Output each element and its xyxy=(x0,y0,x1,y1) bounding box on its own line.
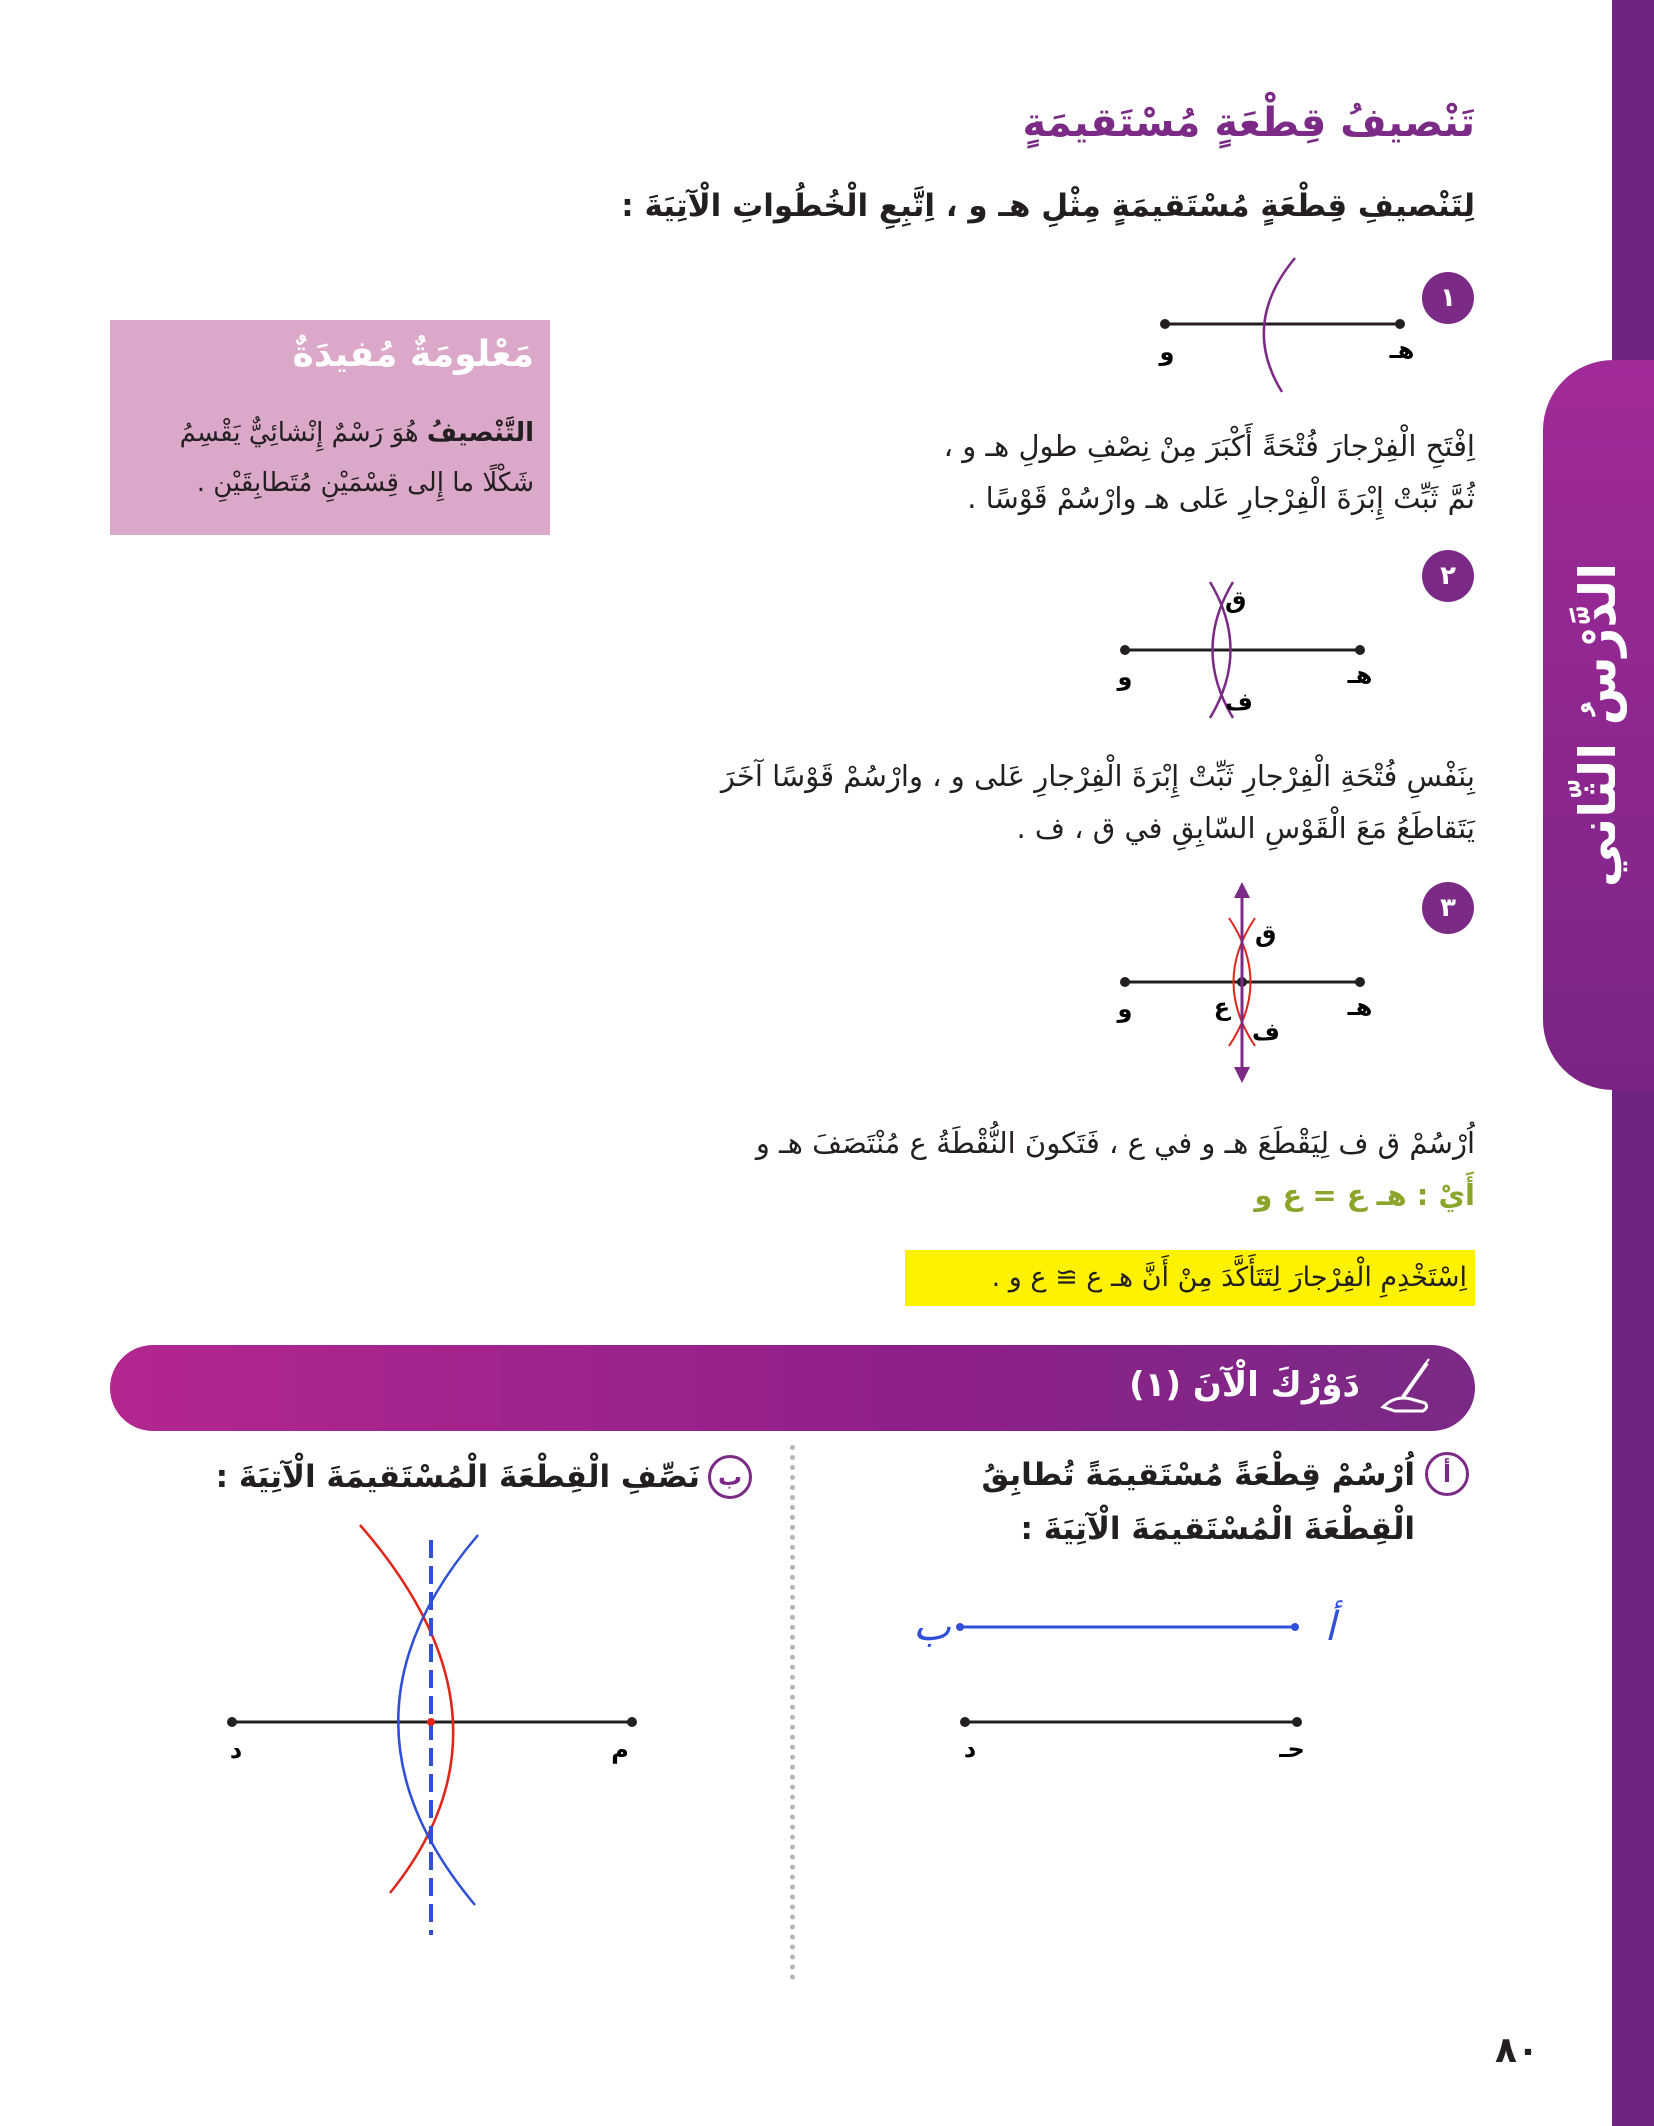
step-3-point-right xyxy=(1355,977,1365,987)
step-1-point-left xyxy=(1160,319,1170,329)
step-1-label-left: و xyxy=(1159,338,1175,366)
exercise-b-point-right xyxy=(627,1717,637,1727)
exercise-b-label-right: م xyxy=(611,1736,629,1764)
exercise-a-drawn-point-right xyxy=(1291,1623,1299,1631)
step-3-diagram xyxy=(1100,880,1390,1085)
exercise-a-label-left: د xyxy=(963,1735,977,1763)
step-3-arrow-up xyxy=(1234,882,1250,898)
step-2-label-bottom: ف xyxy=(1225,688,1253,716)
info-box-term: التَّنْصيفُ xyxy=(426,418,534,448)
your-turn-banner xyxy=(110,1345,1475,1431)
exercise-a-drawn-point-left xyxy=(956,1623,964,1631)
step-3-text xyxy=(620,1117,1475,1221)
step-1-diagram xyxy=(1140,250,1415,400)
exercise-a-handwritten-right: أ xyxy=(1324,1604,1336,1650)
banner-title: دَوْرُكَ الْآنَ (١) xyxy=(1129,1365,1360,1405)
step-3-line-2: أَيْ : هـ ع = ع و xyxy=(1254,1178,1475,1212)
info-box-text xyxy=(129,408,534,508)
step-3-label-top: ق xyxy=(1255,920,1277,948)
step-3-point-left xyxy=(1120,977,1130,987)
step-3-badge: ٣ xyxy=(1422,882,1474,934)
exercise-b-diagram xyxy=(200,1515,660,1945)
info-box-title: مَعْلومَةٌ مُفيدَةٌ xyxy=(292,334,534,375)
exercise-a-diagram xyxy=(900,1595,1360,1770)
exercise-a-badge: أ xyxy=(1425,1452,1469,1496)
exercise-a-point-right xyxy=(1292,1717,1302,1727)
step-2-point-left xyxy=(1120,645,1130,655)
step-3-label-bottom: ف xyxy=(1252,1018,1280,1046)
exercise-b-midpoint xyxy=(427,1718,435,1726)
step-1-text xyxy=(720,420,1475,524)
page-title: تَنْصيفُ قِطْعَةٍ مُسْتَقيمَةٍ xyxy=(1022,100,1475,146)
lesson-tab-label: الدَّرْسُ الثّاني xyxy=(1569,562,1628,888)
step-2-label-left: و xyxy=(1117,663,1133,691)
exercise-a-point-left xyxy=(960,1717,970,1727)
column-divider xyxy=(790,1445,795,1980)
exercise-b-text: نَصِّفِ الْقِطْعَةَ الْمُسْتَقيمَةَ الْآتِيَةَ : xyxy=(215,1459,700,1495)
highlight-note: اِسْتَخْدِمِ الْفِرْجارَ لِتَتَأَكَّدَ مِنْ أَنَّ هـ ع ≅ ع و . xyxy=(905,1250,1475,1306)
step-1-line-1: اِفْتَحِ الْفِرْجارَ فُتْحَةً أَكْبَرَ مِنْ نِصْفِ طولِ هـ و ، xyxy=(943,429,1475,463)
step-2-badge: ٢ xyxy=(1422,550,1474,602)
step-2-line-2: يَتَقاطَعُ مَعَ الْقَوْسِ السّابِقِ في ق ، ف . xyxy=(1016,811,1475,845)
step-1-line-2: ثُمَّ ثَبِّتْ إِبْرَةَ الْفِرْجارِ عَلى هـ وارْسُمْ قَوْسًا . xyxy=(967,481,1475,515)
exercise-b-point-left xyxy=(227,1717,237,1727)
exercise-a-handwritten-left: ب xyxy=(913,1604,951,1650)
exercise-b-label-left: د xyxy=(229,1736,243,1764)
writing-hand-icon xyxy=(1373,1357,1433,1417)
step-2-text xyxy=(600,750,1475,854)
lesson-tab-label-wrap xyxy=(1545,360,1651,1090)
step-3-line-1: اُرْسُمْ ق ف لِيَقْطَعَ هـ و في ع ، فَتَكونَ النُّقْطَةُ ع مُنْتَصَفَ هـ و xyxy=(755,1126,1475,1160)
step-1-point-right xyxy=(1395,319,1405,329)
intro-text: لِتَنْصيفِ قِطْعَةٍ مُسْتَقيمَةٍ مِثْلِ هـ و ، اِتَّبِعِ الْخُطُواتِ الْآتِيَةَ : xyxy=(621,188,1475,224)
step-2-point-right xyxy=(1355,645,1365,655)
exercise-b-badge: ب xyxy=(708,1455,752,1499)
exercise-a-label-right: حـ xyxy=(1279,1735,1305,1763)
exercise-a-text: اُرْسُمْ قِطْعَةً مُسْتَقيمَةً تُطابِقُ الْقِطْعَةَ الْمُسْتَقيمَةَ الْآتِيَةَ : xyxy=(981,1457,1415,1547)
step-3-label-mid: ع xyxy=(1213,993,1231,1021)
step-2-diagram xyxy=(1100,570,1390,730)
step-2-label-right: هـ xyxy=(1347,661,1373,689)
step-1-badge: ١ xyxy=(1422,272,1474,324)
step-2-line-1: بِنَفْسِ فُتْحَةِ الْفِرْجارِ ثَبِّتْ إِبْرَةَ الْفِرْجارِ عَلى و ، وارْسُمْ قَوْسًا آخَرَ xyxy=(720,759,1475,793)
info-box-definition: هُوَ رَسْمٌ إِنْشائِيٌّ يَقْسِمُ شَكْلًا ما إِلى قِسْمَيْنِ مُتَطابِقَيْنِ . xyxy=(179,418,534,498)
info-box xyxy=(110,320,550,535)
exercise-b-arc-red xyxy=(360,1525,453,1893)
step-3-arrow-down xyxy=(1234,1067,1250,1083)
step-2-label-top: ق xyxy=(1225,586,1247,614)
step-1-label-right: هـ xyxy=(1389,336,1415,364)
step-3-label-left: و xyxy=(1117,995,1133,1023)
step-3-label-right: هـ xyxy=(1347,993,1373,1021)
page-number: ٨٠ xyxy=(1495,2030,1539,2071)
